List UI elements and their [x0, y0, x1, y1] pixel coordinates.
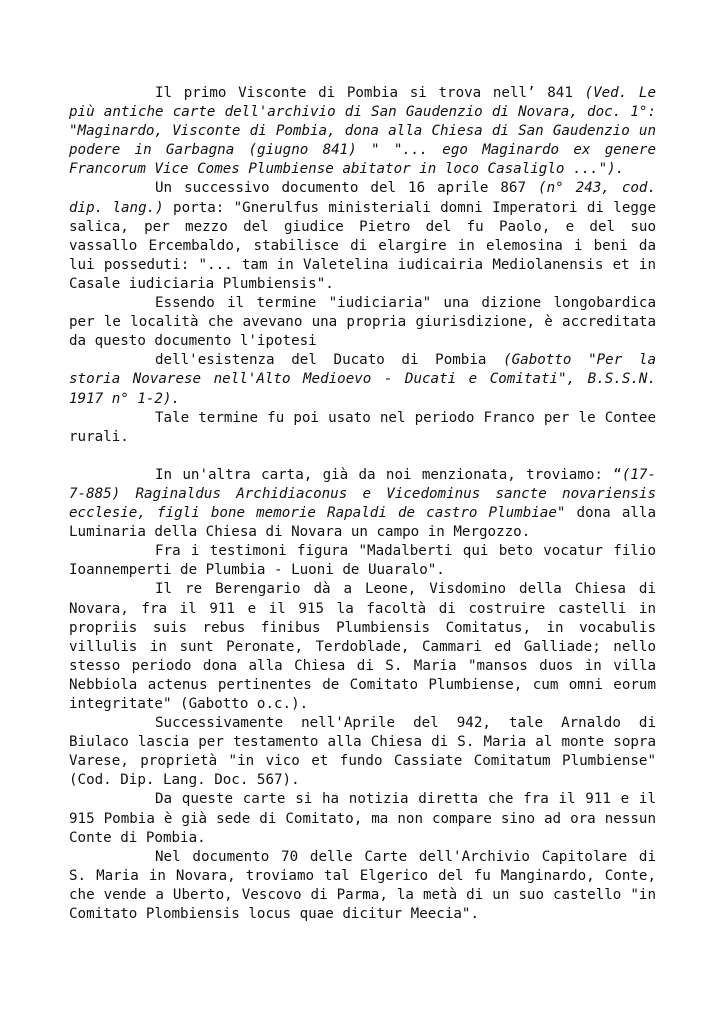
paragraph-altra-carta — [69, 466, 656, 542]
text-run: Successivamente nell'Aprile del 942, tale Arnaldo di Biulaco lascia per testamento alla Chiesa di S. Maria al monte sopra Varese, proprietà "in vico et fundo Cassiate Comitatum Plumbiense" (Cod. Dip. Lang. Doc. 567). — [69, 715, 656, 789]
text-run: Fra i testimoni figura "Madalberti qui beto vocatur filio Ioannemperti de Plumbia - Luoni de Uuaralo". — [69, 543, 656, 579]
text-run: Il primo Visconte di Pombia si trova nell’ 841 — [155, 85, 585, 101]
citation-text: (Ved. Le più antiche carte dell'archivio di San Gaudenzio di Novara, doc. 1°: "Maginardo, Visconte di Pombia, dona alla Chiesa di San Gaudenzio un podere in Garbagna (giugno 841) " "... ego Maginardo ex genere Francorum Vice Comes Plumbiense abitator in loco Casaliglo ..."). — [69, 85, 656, 178]
text-run: dona alla Luminaria della Chiesa di Novara un campo in Mergozzo. — [69, 505, 656, 541]
paragraph-testimoni — [69, 542, 656, 580]
text-run: Da queste carte si ha notizia diretta che fra il 911 e il 915 Pombia è già sede di Comitato, ma non compare sino ad ora nessun Conte di Pombia. — [69, 791, 656, 846]
paragraph-iudiciaria — [69, 294, 656, 351]
paragraph-arnaldo-942 — [69, 714, 656, 790]
text-run: In un'altra carta, già da noi menzionata, troviamo: “ — [155, 466, 622, 483]
text-run: Nel documento 70 delle Carte dell'Archivio Capitolare di S. Maria in Novara, troviamo tal Elgerico del fu Manginardo, Conte, che vende a Uberto, Vescovo di Parma, la metà di un suo castello "in Comitato Plombiensis locus quae dicitur Meecia". — [69, 848, 656, 923]
document-body — [69, 84, 656, 924]
paragraph-comitato-911 — [69, 790, 656, 847]
text-run: porta: "Gnerulfus ministeriali domni Imperatori di legge salica, per mezzo del giudice Pietro del fu Paolo, e del suo vassallo Ercembaldo, stabilisce di elargire in elemosina i beni da lui posseduti: "... tam in Valetelina iudicairia Mediolanensis et in Casale iudiciaria Plumbiensis". — [69, 199, 656, 292]
paragraph-ducato-pombia — [69, 351, 656, 408]
citation-text: (17-7-885) Raginaldus Archidiaconus e Vicedominus sancte novariensis ecclesie, figli bone memorie Rapaldi de castro Plumbiae" — [69, 466, 656, 522]
text-run: Il re Berengario dà a Leone, Visdomino della Chiesa di Novara, fra il 911 e il 915 la facoltà di costruire castelli in propriis suis rebus finibus Plumbiensis Comitatus, in vocabulis villulis in sunt Peronate, Terdoblade, Cammari ed Galliade; nello stesso periodo dona alla Chiesa di S. Maria "mansos duos in villa Nebbiola actenus pertinentes de Comitato Plumbiense, cum omni eorum integritate" (Gabotto o.c.). — [69, 581, 656, 712]
paragraph-documento-70 — [69, 848, 656, 924]
text-run: Essendo il termine "iudiciaria" una dizione longobardica per le località che avevano una propria giurisdizione, è accreditata da questo documento l'ipotesi — [69, 295, 656, 350]
paragraph-spacer — [69, 447, 656, 466]
text-run: Tale termine fu poi usato nel periodo Franco per le Contee rurali. — [69, 409, 656, 445]
citation-text: (n° 243, cod. dip. lang.) — [69, 180, 657, 216]
text-run: Un successivo documento del 16 aprile 867 — [155, 180, 539, 197]
paragraph-visconte-841 — [69, 84, 656, 179]
paragraph-berengario — [69, 580, 656, 714]
paragraph-documento-867 — [69, 179, 656, 294]
citation-text: (Gabotto "Per la storia Novarese nell'Alto Medioevo - Ducati e Comitati", B.S.S.N. 1917 n° 1-2). — [69, 352, 656, 407]
paragraph-contee-rurali — [69, 409, 656, 447]
text-run: dell'esistenza del Ducato di Pombia — [155, 352, 504, 369]
